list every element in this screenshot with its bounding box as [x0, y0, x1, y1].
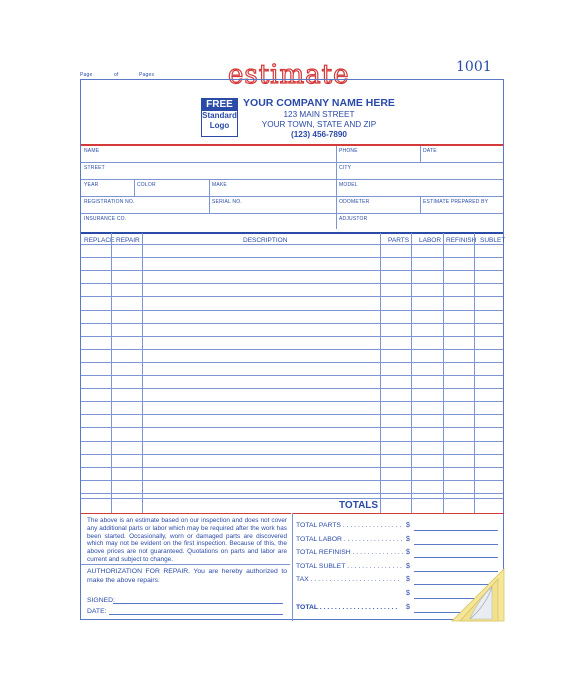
logo-free: FREE — [202, 99, 237, 111]
table-row[interactable] — [81, 401, 503, 414]
table-row[interactable] — [81, 336, 503, 349]
table-row[interactable] — [81, 480, 503, 493]
form-number: 1001 — [456, 59, 492, 75]
table-row[interactable] — [81, 270, 503, 283]
table-row[interactable] — [81, 349, 503, 362]
form-title: estimate — [228, 60, 350, 90]
odometer-label: ODOMETER — [339, 199, 370, 205]
total-amount-field[interactable] — [414, 530, 498, 531]
table-row[interactable] — [81, 283, 503, 296]
disclaimer-text: The above is an estimate based on our inspection and does not cover any additional parts or labor which may be required after the work has been started. Occasionally, worn or damaged parts are discovered which may not be evident on the first inspection. Because of this, the above prices are not guaranteed. Quotations on parts and labor are current and subject to change. — [87, 517, 287, 563]
table-row[interactable] — [81, 296, 503, 309]
col-header-description: DESCRIPTION — [243, 237, 288, 244]
total-amount-field[interactable] — [414, 544, 498, 545]
name-label: NAME — [84, 148, 100, 154]
company-name: YOUR COMPANY NAME HERE — [243, 97, 395, 109]
currency-symbol: $ — [406, 590, 410, 597]
adjustor-label: ADJUSTOR — [339, 216, 368, 222]
currency-symbol: $ — [406, 535, 410, 543]
serial-label: SERIAL NO. — [212, 199, 242, 205]
make-label: MAKE — [212, 182, 227, 188]
company-street: 123 MAIN STREET — [283, 110, 355, 119]
of-label: of — [114, 72, 119, 78]
total-amount-field[interactable] — [414, 557, 498, 558]
page-curl-copies — [440, 565, 510, 625]
signature-line[interactable] — [113, 603, 283, 604]
table-row[interactable] — [81, 493, 503, 506]
table-row[interactable] — [81, 467, 503, 480]
col-header-sublet: SUBLET — [480, 237, 506, 244]
registration-label: REGISTRATION NO. — [84, 199, 135, 205]
currency-symbol: $ — [406, 603, 410, 611]
currency-symbol: $ — [406, 576, 410, 584]
date-label: DATE — [423, 148, 437, 154]
street-label: STREET — [84, 165, 105, 171]
col-header-parts: PARTS — [388, 237, 410, 244]
model-label: MODEL — [339, 182, 358, 188]
estimate-form — [80, 79, 504, 620]
auth-date-label: DATE: — [87, 608, 107, 615]
city-label: CITY — [339, 165, 352, 171]
table-row[interactable] — [81, 323, 503, 336]
company-town: YOUR TOWN, STATE AND ZIP — [261, 120, 377, 129]
year-label: YEAR — [84, 182, 99, 188]
logo-line2: Logo — [209, 121, 230, 130]
table-row[interactable] — [81, 454, 503, 467]
table-row[interactable] — [81, 441, 503, 454]
total-row-label: TOTAL . . . . . . . . . . . . . . . . . . . . . — [296, 603, 398, 611]
total-row-label: TOTAL PARTS . . . . . . . . . . . . . . . . — [296, 522, 402, 529]
phone-label: PHONE — [339, 148, 358, 154]
auth-date-line[interactable] — [109, 614, 283, 615]
currency-symbol: $ — [406, 549, 410, 557]
table-row[interactable] — [81, 388, 503, 401]
color-label: COLOR — [137, 182, 156, 188]
prepared-by-label: ESTIMATE PREPARED BY — [423, 199, 489, 205]
currency-symbol: $ — [406, 562, 410, 570]
col-header-labor: LABOR — [419, 237, 442, 244]
table-row[interactable] — [81, 375, 503, 388]
col-header-refinish: REFINISH — [446, 237, 477, 244]
total-row-label: TOTAL LABOR . . . . . . . . . . . . . . . . — [296, 535, 403, 543]
total-row-label: TOTAL REFINISH . . . . . . . . . . . . . . — [296, 549, 404, 557]
insurance-label: INSURANCE CO. — [84, 216, 127, 222]
company-info — [239, 97, 399, 140]
table-row[interactable] — [81, 310, 503, 323]
table-row[interactable] — [81, 244, 503, 257]
company-logo — [201, 98, 238, 137]
table-row[interactable] — [81, 257, 503, 270]
total-row-label: TAX . . . . . . . . . . . . . . . . . . . . . . . . — [296, 576, 400, 584]
total-row-label: TOTAL SUBLET . . . . . . . . . . . . . . . — [296, 562, 402, 570]
company-phone: (123) 456-7890 — [291, 130, 347, 139]
table-row[interactable] — [81, 414, 503, 427]
currency-symbol: $ — [406, 522, 410, 529]
col-header-repair: REPAIR — [116, 237, 140, 244]
table-row[interactable] — [81, 427, 503, 440]
table-row[interactable] — [81, 362, 503, 375]
col-header-replace: REPLACE — [84, 237, 115, 244]
signed-label: SIGNED: — [87, 597, 115, 604]
logo-line1: Standard — [202, 111, 237, 120]
authorization-text: AUTHORIZATION FOR REPAIR. You are hereby authorized to make the above repairs: — [87, 568, 287, 584]
pages-label: Pages — [139, 72, 155, 78]
page-label: Page — [80, 72, 93, 78]
totals-label: TOTALS — [339, 500, 379, 511]
